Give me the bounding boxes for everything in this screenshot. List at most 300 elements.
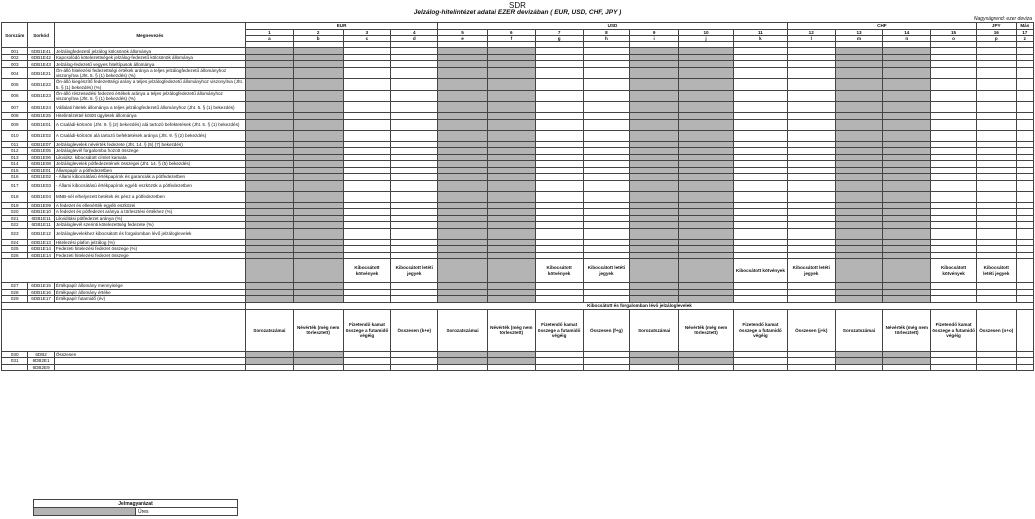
col-number: 9: [630, 30, 679, 36]
spacer-cell: [679, 259, 734, 283]
currency-header: JPY: [976, 23, 1016, 30]
data-cell: [487, 102, 535, 113]
data-cell: [1016, 79, 1033, 90]
data-cell: [487, 364, 535, 371]
data-cell: [1016, 90, 1033, 101]
data-cell: [835, 79, 883, 90]
subheader-cell: Kibocsátott letéti jegyek: [787, 259, 835, 283]
row-label: A Családi-kölcsön alá tartozó befektetések aránya (Jht. 9. § (2) bekezdés): [54, 130, 245, 141]
data-cell: [293, 102, 343, 113]
legend-title: Jelmagyarázat: [34, 500, 238, 508]
data-cell: [245, 180, 293, 191]
row-number: 021: [2, 215, 28, 222]
data-cell: [787, 90, 835, 101]
data-cell: [583, 228, 630, 239]
row-number: 012: [2, 148, 28, 155]
data-cell: [535, 90, 583, 101]
data-cell: [883, 90, 931, 101]
table-row: [2, 23, 1034, 30]
row-number: 003: [2, 61, 28, 68]
data-cell: [583, 130, 630, 141]
row-code: 6DB1E43: [28, 61, 54, 68]
data-cell: [438, 90, 488, 101]
row-number: 019: [2, 202, 28, 209]
row-code: 6DB1E17: [28, 296, 54, 303]
row-label: Hitelezési plafon jelzálog (%): [54, 239, 245, 246]
row-label: Ön-álló kiegészítő fedezettségi arány a teljes jelzálogfedezetű állományhoz viszonyítva (Jht. 5. § (1) bekezdés) (%): [54, 79, 245, 90]
row-code: 6DB2E1: [28, 358, 54, 365]
data-cell: [733, 67, 787, 78]
row-code: 6DB1E16: [28, 289, 54, 296]
row-label: Jelzálog-fedezetű vegyes hiteltípusok állománya: [54, 61, 245, 68]
row-code: 6DB1E05: [28, 148, 54, 155]
data-cell: [679, 228, 734, 239]
col-letter: j: [679, 36, 734, 42]
issued-col-header: Névérték (még nem törlesztett): [679, 309, 734, 351]
row-number: 023: [2, 228, 28, 239]
data-cell: [1016, 191, 1033, 202]
data-cell: [787, 79, 835, 90]
data-cell: [976, 79, 1016, 90]
data-cell: [438, 119, 488, 130]
col-number: 2: [293, 30, 343, 36]
data-cell: [679, 90, 734, 101]
data-cell: [487, 191, 535, 202]
row-number: 025: [2, 246, 28, 253]
row-label: A fedezet és pótfedezet aránya a törlesztési értékhez (%): [54, 209, 245, 216]
data-cell: [535, 67, 583, 78]
row-code: 6DB1E04: [28, 191, 54, 202]
data-cell: [487, 119, 535, 130]
data-cell: [733, 180, 787, 191]
data-cell: [931, 102, 977, 113]
data-cell: [679, 102, 734, 113]
col-letter: b: [293, 36, 343, 42]
row-code: 6DB1E22: [28, 79, 54, 90]
col-number: 3: [343, 30, 391, 36]
spacer-cell: [835, 259, 883, 283]
data-cell: [630, 79, 679, 90]
spacer-cell: [245, 259, 293, 283]
col-letter: f: [487, 36, 535, 42]
data-cell: [931, 119, 977, 130]
currency-header: EUR: [245, 23, 437, 30]
row-number: 015: [2, 167, 28, 174]
row-label: - Állami kibocsátású értékpapírok egyéb eszközök a pótfedezetben: [54, 180, 245, 191]
col-number: 16: [976, 30, 1016, 36]
data-cell: [787, 364, 835, 371]
data-cell: [245, 228, 293, 239]
data-cell: [343, 191, 391, 202]
col-letter: l: [787, 36, 835, 42]
spacer-cell: [1016, 259, 1033, 283]
col-header-sorkod: Sorkód: [28, 23, 54, 48]
data-cell: [535, 79, 583, 90]
row-label: Ön-álló részesedési fedezeti értékek aránya a teljes jelzálogfedezetű állományhoz viszonyítva (Jht. 5. § (1) bekezdés) (%): [54, 90, 245, 101]
col-letter: z: [1016, 36, 1033, 42]
data-cell: [835, 102, 883, 113]
row-number: 017: [2, 180, 28, 191]
data-cell: [931, 79, 977, 90]
data-cell: [487, 130, 535, 141]
col-number: 1: [245, 30, 293, 36]
data-cell: [487, 79, 535, 90]
data-cell: [438, 130, 488, 141]
table-row: [2, 119, 1034, 130]
table-row: [2, 67, 1034, 78]
col-number: 4: [391, 30, 438, 36]
row-label: Jelzáloglevél szerinti kötelezettség fedezete (%): [54, 222, 245, 229]
data-cell: [343, 119, 391, 130]
data-cell: [438, 79, 488, 90]
data-cell: [733, 102, 787, 113]
data-cell: [883, 228, 931, 239]
row-number: 029: [2, 296, 28, 303]
row-code: 6DB1E14: [28, 252, 54, 259]
col-letter: a: [245, 36, 293, 42]
data-cell: [835, 67, 883, 78]
data-cell: [1016, 228, 1033, 239]
currency-header: CHF: [787, 23, 976, 30]
data-cell: [535, 130, 583, 141]
col-letter: i: [630, 36, 679, 42]
data-cell: [245, 191, 293, 202]
table-row: [2, 309, 1034, 351]
row-code: 6DB1E11: [28, 215, 54, 222]
data-cell: [630, 180, 679, 191]
data-cell: [835, 90, 883, 101]
row-code: 6DB1E01: [28, 167, 54, 174]
issued-col-header: Névérték (még nem törlesztett): [293, 309, 343, 351]
row-label: Ön-álló hitelezési fedezettségi értékek aránya a teljes jelzálogfedezetű állományhoz viszonyítva (Jht. 5. § (1) bekezdés) (%): [54, 67, 245, 78]
row-label: Jelzálogfedezetű jelzálog kölcsönök állománya: [54, 48, 245, 55]
row-number: 005: [2, 79, 28, 90]
row-label: Jelzáloglevelek pótfedezetének összegei (Jht. 14. § (5) bekezdés): [54, 161, 245, 168]
legend-table: [33, 499, 238, 516]
data-cell: [1016, 102, 1033, 113]
data-cell: [343, 130, 391, 141]
data-cell: [583, 364, 630, 371]
legend-swatch: [34, 508, 136, 516]
row-number: 028: [2, 289, 28, 296]
data-cell: [245, 364, 293, 371]
data-cell: [733, 364, 787, 371]
data-cell: [391, 191, 438, 202]
data-cell: [883, 191, 931, 202]
data-cell: [630, 364, 679, 371]
col-letter: g: [535, 36, 583, 42]
issued-col-header: Összesen (j+k): [787, 309, 835, 351]
data-cell: [391, 180, 438, 191]
data-cell: [976, 102, 1016, 113]
data-cell: [835, 119, 883, 130]
data-cell: [343, 102, 391, 113]
table-row: [2, 364, 1034, 371]
col-number: 7: [535, 30, 583, 36]
data-cell: [787, 130, 835, 141]
row-code: 6DB1E15: [28, 283, 54, 290]
data-cell: [438, 191, 488, 202]
data-cell: [679, 364, 734, 371]
col-letter: n: [883, 36, 931, 42]
data-cell: [931, 228, 977, 239]
data-cell: [293, 119, 343, 130]
data-cell: [976, 364, 1016, 371]
data-cell: [976, 119, 1016, 130]
issued-col-header: Fizetendő kamat összege a futamidő végéig: [343, 309, 391, 351]
data-cell: [787, 67, 835, 78]
data-cell: [583, 119, 630, 130]
row-number: 018: [2, 191, 28, 202]
data-cell: [630, 130, 679, 141]
row-code: 6DB1E14: [28, 246, 54, 253]
row-label: Jelzáloglevelekhez kibocsátott és forgalomban lévő jelzáloglevelek: [54, 228, 245, 239]
data-cell: [535, 180, 583, 191]
col-number: 11: [733, 30, 787, 36]
row-code: 6DB2E9: [28, 364, 54, 371]
spacer-cell: [438, 259, 488, 283]
row-label: Értékpapír futamidő (év): [54, 296, 245, 303]
row-number: 007: [2, 102, 28, 113]
data-cell: [438, 67, 488, 78]
data-cell: [245, 67, 293, 78]
data-cell: [630, 228, 679, 239]
col-letter: o: [931, 36, 977, 42]
table-row: [2, 102, 1034, 113]
data-cell: [293, 79, 343, 90]
subheader-cell: Kibocsátott letéti jegyek: [391, 259, 438, 283]
row-label: - Állami kibocsátású értékpapírok és garanciák a pótfedezetben: [54, 174, 245, 181]
data-cell: [535, 191, 583, 202]
data-cell: [835, 191, 883, 202]
data-cell: [487, 90, 535, 101]
row-number: 006: [2, 90, 28, 101]
issued-col-header: Sorozatszámai: [630, 309, 679, 351]
data-cell: [883, 364, 931, 371]
row-label: Összesen: [54, 351, 245, 358]
row-code: 6DB1E07: [28, 141, 54, 148]
data-cell: [1016, 364, 1033, 371]
legend-label: Üres: [136, 508, 238, 516]
data-cell: [679, 191, 734, 202]
data-cell: [787, 228, 835, 239]
unit-note: Nagyságrend: ezer deviza: [973, 16, 1032, 22]
data-cell: [630, 67, 679, 78]
data-cell: [583, 67, 630, 78]
row-label: Állampapír a pótfedezetben: [54, 167, 245, 174]
data-cell: [931, 191, 977, 202]
data-cell: [391, 102, 438, 113]
report-code: SDR: [509, 1, 526, 10]
data-cell: [1016, 180, 1033, 191]
data-cell: [535, 364, 583, 371]
row-label: Fedezeti hitelezési fedezet összege (%): [54, 246, 245, 253]
issued-col-header: Fizetendő kamat összege a futamidő végéig: [733, 309, 787, 351]
data-cell: [391, 90, 438, 101]
data-cell: [245, 130, 293, 141]
data-cell: [583, 180, 630, 191]
row-number: 024: [2, 239, 28, 246]
col-number: 10: [679, 30, 734, 36]
data-cell: [438, 228, 488, 239]
data-cell: [733, 79, 787, 90]
data-cell: [630, 90, 679, 101]
data-cell: [391, 79, 438, 90]
data-cell: [391, 67, 438, 78]
data-cell: [679, 130, 734, 141]
data-cell: [343, 180, 391, 191]
col-number: 14: [883, 30, 931, 36]
row-code: 6DB1E03: [28, 180, 54, 191]
data-cell: [438, 102, 488, 113]
row-code: 6DB1E06: [28, 154, 54, 161]
row-number: 022: [2, 222, 28, 229]
col-letter: e: [438, 36, 488, 42]
data-cell: [883, 67, 931, 78]
data-cell: [733, 191, 787, 202]
data-cell: [293, 364, 343, 371]
data-cell: [343, 228, 391, 239]
row-code: 6DB1E11: [28, 222, 54, 229]
row-code: 6DB1E41: [28, 48, 54, 55]
data-cell: [391, 228, 438, 239]
row-number: 009: [2, 119, 28, 130]
col-letter: p: [976, 36, 1016, 42]
spacer-cell: [2, 259, 246, 283]
row-code: 6DB2: [28, 351, 54, 358]
col-number: 17: [1016, 30, 1033, 36]
currency-header: USD: [438, 23, 788, 30]
data-cell: [835, 228, 883, 239]
row-number: 030: [2, 351, 28, 358]
data-cell: [293, 90, 343, 101]
issued-col-header: Névérték (még nem törlesztett): [487, 309, 535, 351]
row-number: 011: [2, 141, 28, 148]
data-cell: [931, 364, 977, 371]
issued-col-header: Összesen (k+e): [391, 309, 438, 351]
data-cell: [1016, 130, 1033, 141]
row-label: MNB-nél elhelyezett betétek és pénz a pótfedezetben: [54, 191, 245, 202]
row-label: A Családi-kölcsön (Jht. 9. § (2) bekezdés) alá tartozó befektetések (Jht. 5. § (1) bekezdés): [54, 119, 245, 130]
table-row: [2, 191, 1034, 202]
row-label: Jelzáloglevelek névérték fedezete (Jht. 14. § (5) (7) bekezdés): [54, 141, 245, 148]
data-cell: [630, 102, 679, 113]
row-number: 001: [2, 48, 28, 55]
row-code: 6DB1E02: [28, 130, 54, 141]
spacer-cell: [883, 259, 931, 283]
subheader-cell: Kibocsátott kötvények: [733, 259, 787, 283]
data-cell: [583, 102, 630, 113]
report-table-body: [2, 23, 1034, 371]
col-letter: m: [835, 36, 883, 42]
row-code: 6DB1E23: [28, 90, 54, 101]
data-cell: [733, 130, 787, 141]
issued-col-header: Fizetendő kamat összege a futamidő végéig: [535, 309, 583, 351]
data-cell: [883, 119, 931, 130]
data-cell: [883, 180, 931, 191]
row-code: 6DB1E09: [28, 202, 54, 209]
row-number: 016: [2, 174, 28, 181]
row-number: 002: [2, 54, 28, 61]
row-code: 6DB1E01: [28, 119, 54, 130]
data-cell: [976, 191, 1016, 202]
col-letter: k: [733, 36, 787, 42]
data-cell: [787, 180, 835, 191]
issued-col-header: Sorozatszámai: [438, 309, 488, 351]
row-code: 6DB1E13: [28, 239, 54, 246]
data-cell: [883, 79, 931, 90]
row-code: 6DB1E08: [28, 161, 54, 168]
row-number: 008: [2, 113, 28, 120]
table-row: [2, 180, 1034, 191]
data-cell: [976, 180, 1016, 191]
row-label: Likviditási pótfedezet aránya (%): [54, 215, 245, 222]
subheader-cell: Kibocsátott kötvények: [535, 259, 583, 283]
data-cell: [438, 180, 488, 191]
spacer-cell: [487, 259, 535, 283]
col-header-megnevezes: Megnevezés: [54, 23, 245, 48]
data-cell: [679, 119, 734, 130]
data-cell: [679, 67, 734, 78]
spacer-cell: [293, 259, 343, 283]
table-row: [2, 302, 1034, 309]
data-cell: [1016, 67, 1033, 78]
col-letter: h: [583, 36, 630, 42]
data-cell: [535, 228, 583, 239]
row-label: Hitelintézettel kötött ügyletek állománya: [54, 113, 245, 120]
data-cell: [487, 67, 535, 78]
data-cell: [343, 90, 391, 101]
data-cell: [438, 364, 488, 371]
table-row: [2, 259, 1034, 283]
data-cell: [487, 180, 535, 191]
data-cell: [835, 130, 883, 141]
data-cell: [787, 119, 835, 130]
col-number: 5: [438, 30, 488, 36]
row-label: Kapcsolódó kötelezettségek jelzálog-fedezetű kölcsönök állománya: [54, 54, 245, 61]
data-cell: [583, 90, 630, 101]
data-cell: [931, 90, 977, 101]
spacer-cell: [630, 259, 679, 283]
data-cell: [245, 102, 293, 113]
table-row: [2, 90, 1034, 101]
currency-header: Más: [1016, 23, 1033, 30]
data-cell: [733, 119, 787, 130]
spacer-cell: [2, 302, 246, 309]
col-number: 13: [835, 30, 883, 36]
data-cell: [343, 67, 391, 78]
col-header-sorszam: Sorszám: [2, 23, 28, 48]
data-cell: [245, 119, 293, 130]
row-code: 6DB1E10: [28, 209, 54, 216]
data-cell: [391, 364, 438, 371]
data-cell: [931, 67, 977, 78]
data-cell: [293, 191, 343, 202]
data-cell: [679, 79, 734, 90]
spacer-cell: [1016, 309, 1033, 351]
row-code: 6DB1E25: [28, 113, 54, 120]
issued-col-header: Sorozatszámai: [835, 309, 883, 351]
data-cell: [583, 191, 630, 202]
data-cell: [343, 364, 391, 371]
col-number: 12: [787, 30, 835, 36]
subheader-cell: Kibocsátott letéti jegyek: [583, 259, 630, 283]
table-row: [2, 79, 1034, 90]
row-code: 6DB1E12: [28, 228, 54, 239]
data-cell: [679, 180, 734, 191]
data-cell: [835, 180, 883, 191]
data-cell: [343, 79, 391, 90]
